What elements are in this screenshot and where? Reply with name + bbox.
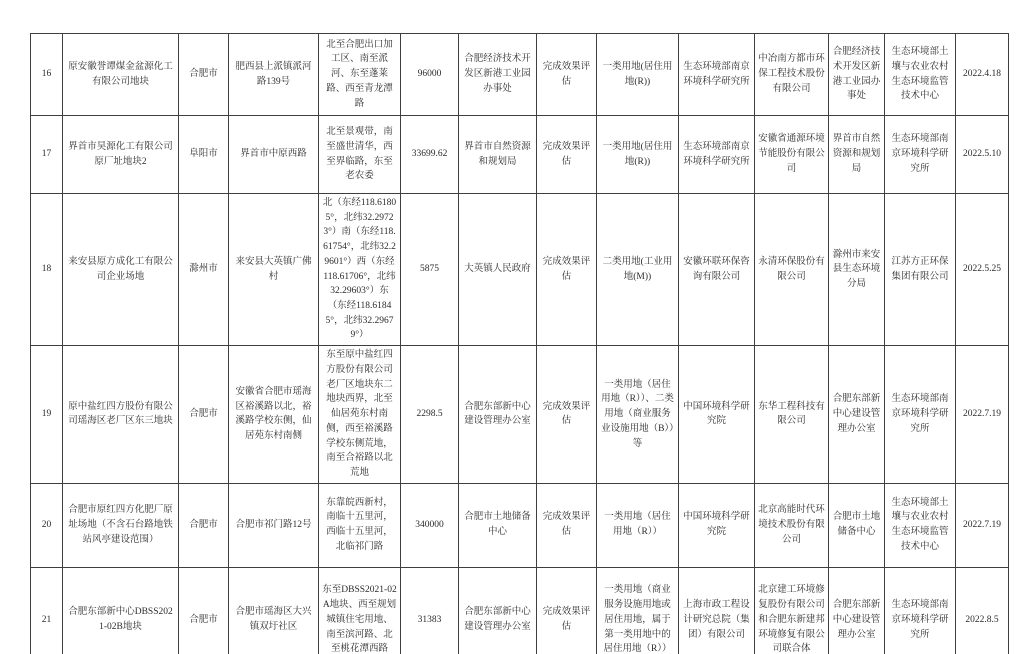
table-cell: 安徽环联环保咨询有限公司 [679,194,755,346]
table-cell: 上海市政工程设计研究总院（集团）有限公司 [679,567,755,654]
table-cell: 33699.62 [401,116,459,194]
table-cell: 合肥东部新中心建设管理办公室 [459,346,537,483]
table-cell: 北至景观带，南至盛世清华，西至界临路，东至老农委 [319,116,401,194]
table-cell: 滁州市来安县生态环境分局 [829,194,885,346]
table-cell: 合肥经济技术开发区新港工业园办事处 [459,34,537,116]
table-cell: 生态环境部土壤与农业农村生态环境监管技术中心 [885,34,956,116]
table-cell: 合肥市原红四方化肥厂原址场地（不含石台路地铁站风亭建设范围） [63,483,179,567]
table-cell: 2022.7.19 [956,483,1009,567]
table-cell: 生态环境部南京环境科学研究所 [885,346,956,483]
table-cell: 合肥市 [179,346,229,483]
table-cell: 原安徽誉谭煤金盆源化工有限公司地块 [63,34,179,116]
table-cell: 东至DBSS2021-02A地块、西至规划城镇住宅用地、南至滨河路、北至桃花潭西路 [319,567,401,654]
table-cell: 96000 [401,34,459,116]
table-cell: 一类用地（居住用地（R））、二类用地（商业服务业设施用地（B））等 [597,346,679,483]
row-index-cell: 16 [31,34,63,116]
table-row [31,194,1009,346]
table-cell: 合肥经济技术开发区新港工业园办事处 [829,34,885,116]
table-row [31,346,1009,483]
table-body [31,34,1009,654]
table-cell: 生态环境部南京环境科学研究所 [679,34,755,116]
table-row [31,483,1009,567]
table-cell: 合肥东部新中心建设管理办公室 [829,567,885,654]
table-cell: 合肥市 [179,483,229,567]
table-cell: 东至原中盐红四方股份有限公司老厂区地块东二地块西界，北至仙居苑东村南侧，西至裕溪路学校东侧荒地，南至合裕路以北荒地 [319,346,401,483]
table-cell: 2022.8.5 [956,567,1009,654]
table-cell: 2022.7.19 [956,346,1009,483]
table-cell: 2298.5 [401,346,459,483]
table-cell: 北京建工环境修复股份有限公司和合肥东新建邦环境修复有限公司联合体 [755,567,829,654]
table-cell: 340000 [401,483,459,567]
row-index-cell: 18 [31,194,63,346]
table-cell: 一类用地（商业服务设施用地或居住用地，属于第一类用地中的居住用地（R）） [597,567,679,654]
table-cell: 中国环境科学研究院 [679,346,755,483]
table-cell: 肥西县上派镇派河路139号 [229,34,319,116]
table-cell: 界首市自然资源和规划局 [829,116,885,194]
table-cell: 北京高能时代环境技术股份有限公司 [755,483,829,567]
table-cell: 2022.5.25 [956,194,1009,346]
table-cell: 中冶南方都市环保工程技术股份有限公司 [755,34,829,116]
table-cell: 安徽省通源环境节能股份有限公司 [755,116,829,194]
table-cell: 来安县大英镇广佛村 [229,194,319,346]
table-cell: 一类用地(居住用地(R)) [597,116,679,194]
table-cell: 合肥东部新中心建设管理办公室 [459,567,537,654]
table-cell: 界首市昊源化工有限公司原厂址地块2 [63,116,179,194]
table-cell: 2022.5.10 [956,116,1009,194]
table-cell: 原中盐红四方股份有限公司瑶海区老厂区东三地块 [63,346,179,483]
table-cell: 滁州市 [179,194,229,346]
row-index-cell: 21 [31,567,63,654]
table-row [31,34,1009,116]
table-cell: 2022.4.18 [956,34,1009,116]
table-cell: 生态环境部土壤与农业农村生态环境监管技术中心 [885,483,956,567]
table-cell: 合肥市 [179,567,229,654]
table-cell: 安徽省合肥市瑶海区裕溪路以北，裕溪路学校东侧，仙居苑东村南侧 [229,346,319,483]
table-cell: 合肥市祁门路12号 [229,483,319,567]
table-cell: 5875 [401,194,459,346]
land-parcel-table [30,33,1009,654]
table-cell: 生态环境部南京环境科学研究所 [885,116,956,194]
table-cell: 完成效果评估 [537,567,597,654]
table-cell: 界首市自然资源和规划局 [459,116,537,194]
table-cell: 合肥市瑶海区大兴镇双圩社区 [229,567,319,654]
row-index-cell: 19 [31,346,63,483]
table-row [31,567,1009,654]
table-cell: 北（东经118.61805°，北纬32.29723°）南（东经118.61754°，北纬32.29601°）西（东经118.61706°，北纬32.29603°）东（东经118.61845°，北纬32.29679°） [319,194,401,346]
table-cell: 一类用地（居住用地（R）） [597,483,679,567]
table-cell: 大英镇人民政府 [459,194,537,346]
table-row [31,116,1009,194]
table-cell: 合肥市 [179,34,229,116]
table-cell: 合肥东部新中心建设管理办公室 [829,346,885,483]
table-cell: 江苏方正环保集团有限公司 [885,194,956,346]
table-cell: 东华工程科技有限公司 [755,346,829,483]
table-cell: 东靠皖西新村，南临十五里河，西临十五里河，北临祁门路 [319,483,401,567]
table-cell: 合肥市土地储备中心 [829,483,885,567]
row-index-cell: 17 [31,116,63,194]
table-cell: 北至合肥出口加工区、南至派河、东至蓬莱路、西至青龙潭路 [319,34,401,116]
table-cell: 合肥市土地储备中心 [459,483,537,567]
table-cell: 生态环境部南京环境科学研究所 [885,567,956,654]
table-cell: 二类用地(工业用地(M)) [597,194,679,346]
table-cell: 31383 [401,567,459,654]
row-index-cell: 20 [31,483,63,567]
table-cell: 中国环境科学研究院 [679,483,755,567]
table-cell: 生态环境部南京环境科学研究所 [679,116,755,194]
table-cell: 完成效果评估 [537,194,597,346]
table-cell: 完成效果评估 [537,116,597,194]
table-cell: 界首市中原西路 [229,116,319,194]
table-cell: 完成效果评估 [537,346,597,483]
table-cell: 完成效果评估 [537,483,597,567]
table-cell: 阜阳市 [179,116,229,194]
table-cell: 来安县原方成化工有限公司企业场地 [63,194,179,346]
table-cell: 一类用地(居住用地(R)) [597,34,679,116]
table-cell: 完成效果评估 [537,34,597,116]
table-cell: 永清环保股份有限公司 [755,194,829,346]
table-cell: 合肥东部新中心DBSS2021-02B地块 [63,567,179,654]
